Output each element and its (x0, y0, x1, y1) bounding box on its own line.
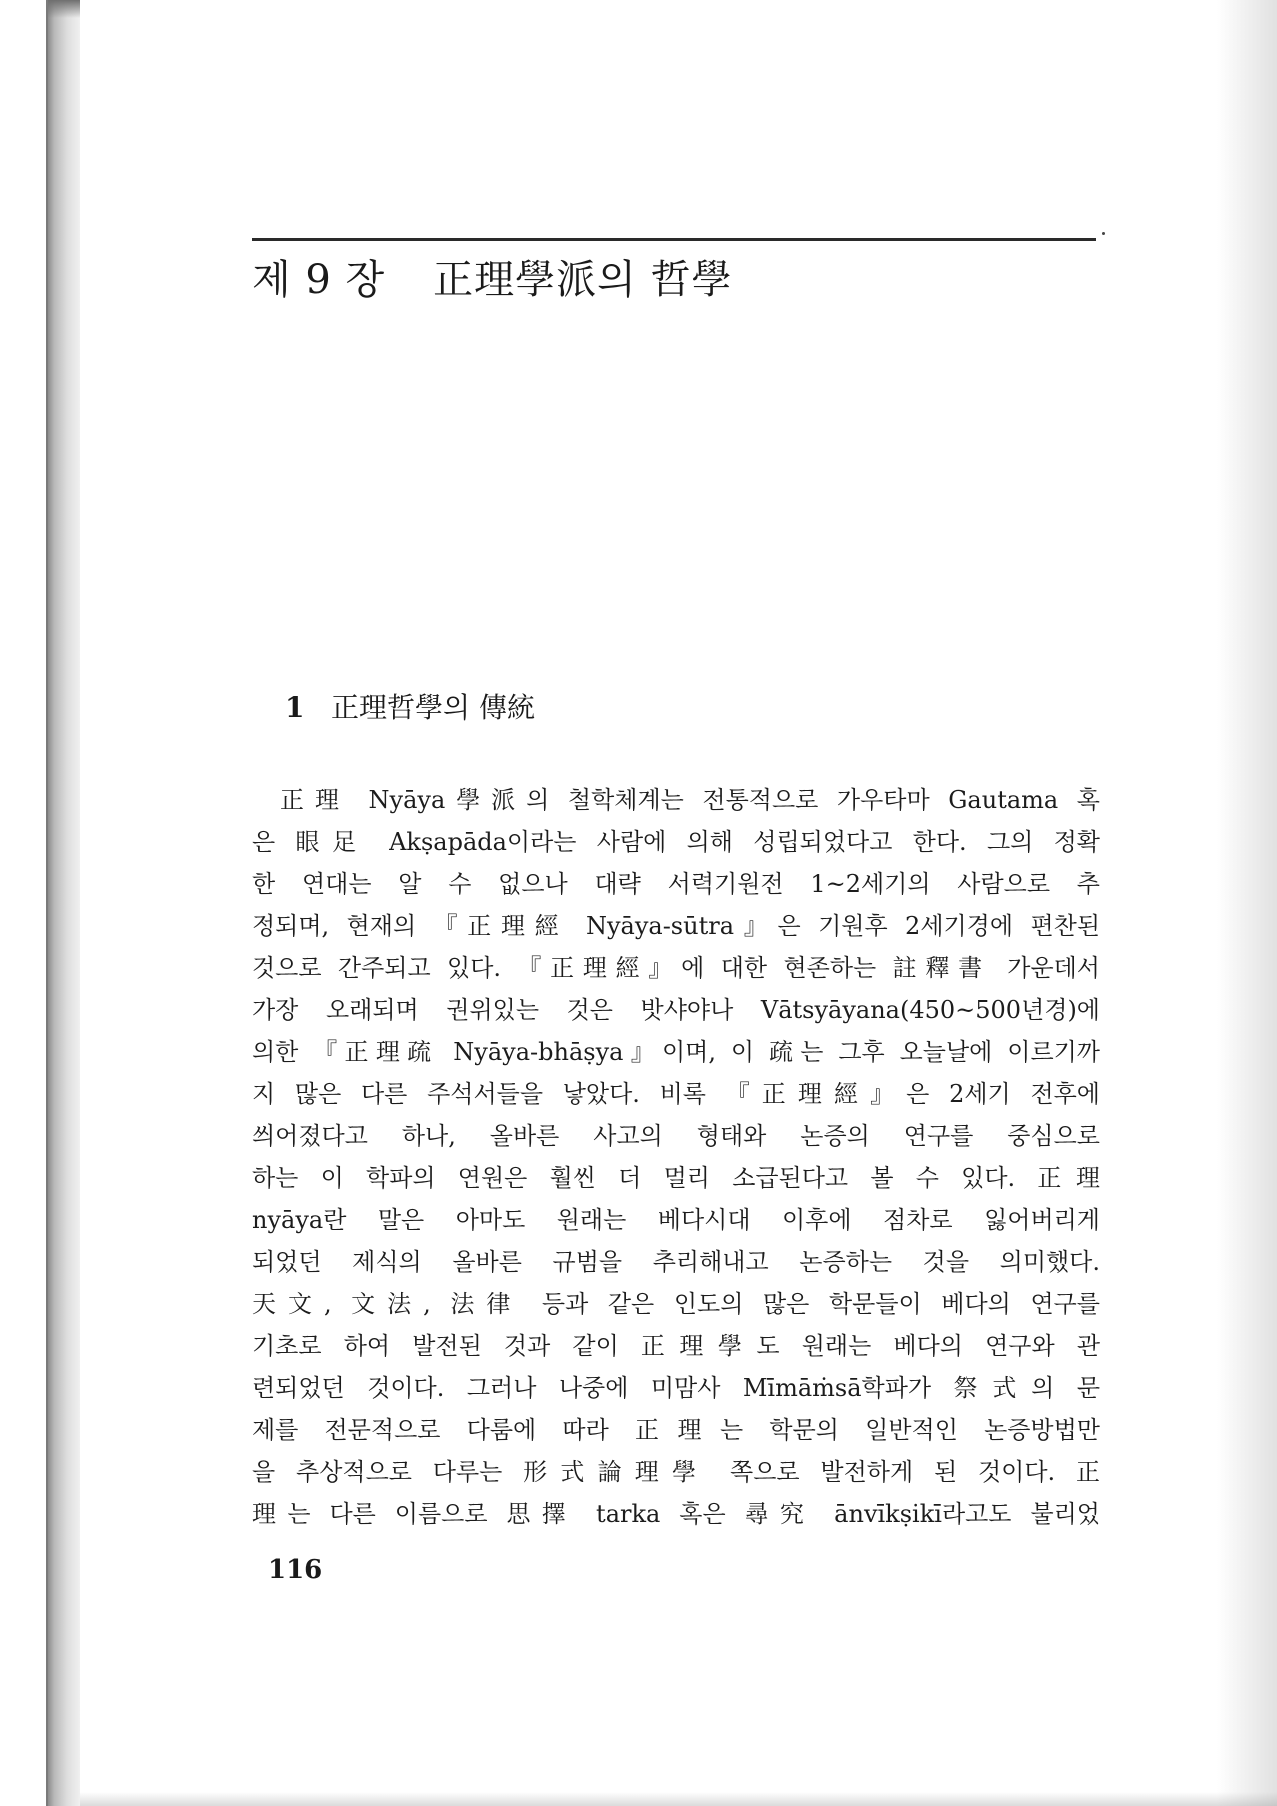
text-line: 지 많은 다른 주석서들을 낳았다. 비록 『正理經』은 2세기 전후에 (252, 1080, 1100, 1108)
text-line: 理는 다른 이름으로 思擇 tarka 혹은 尋究 ānvīkṣikī라고도 불리었 (252, 1500, 1100, 1528)
section-number: 1 (285, 691, 305, 724)
section-title: 正理哲學의 傳統 (331, 691, 535, 724)
text-line: 正理 Nyāya學派의 철학체계는 전통적으로 가우타마 Gautama 혹 (280, 786, 1100, 814)
page-number: 116 (268, 1555, 323, 1585)
chapter-title (252, 250, 733, 310)
text-line: 가장 오래되며 권위있는 것은 밧샤야나 Vātsyāyana(450~500년경)에 (252, 996, 1100, 1024)
text-line: 련되었던 것이다. 그러나 나중에 미맘사 Mīmāṁsā학파가 祭式의 문 (252, 1374, 1100, 1402)
page-edge-shadow (1217, 0, 1277, 1806)
page-bottom-shadow (80, 1792, 1277, 1806)
text-line: 은 眼足 Akṣapāda이라는 사람에 의해 성립되었다고 한다. 그의 정확 (252, 828, 1100, 856)
book-spine (46, 0, 80, 1806)
text-line: 되었던 제식의 올바른 규범을 추리해내고 논증하는 것을 의미했다. (252, 1248, 1100, 1276)
text-line: 씌어졌다고 하나, 올바른 사고의 형태와 논증의 연구를 중심으로 (252, 1122, 1100, 1150)
section-heading (285, 686, 535, 730)
text-line: 하는 이 학파의 연원은 훨씬 더 멀리 소급된다고 볼 수 있다. 正理 (252, 1164, 1100, 1192)
text-line: 을 추상적으로 다루는 形式論理學 쪽으로 발전하게 된 것이다. 正 (252, 1458, 1100, 1486)
chapter-number: 제 9 장 (252, 257, 386, 303)
text-line: nyāya란 말은 아마도 원래는 베다시대 이후에 점차로 잃어버리게 (252, 1206, 1100, 1234)
print-speck (1102, 232, 1105, 235)
text-line: 제를 전문적으로 다룸에 따라 正理는 학문의 일반적인 논증방법만 (252, 1416, 1100, 1444)
text-line: 기초로 하여 발전된 것과 같이 正理學도 원래는 베다의 연구와 관 (252, 1332, 1100, 1360)
text-line: 것으로 간주되고 있다. 『正理經』에 대한 현존하는 註釋書 가운데서 (252, 954, 1100, 982)
text-line: 의한 『正理疏 Nyāya-bhāṣya』이며, 이 疏는 그후 오늘날에 이르기까 (252, 1038, 1100, 1066)
text-line: 한 연대는 알 수 없으나 대략 서력기원전 1~2세기의 사람으로 추 (252, 870, 1100, 898)
spine-shadow (48, 0, 82, 18)
chapter-rule (252, 238, 1096, 241)
text-line: 天文, 文法, 法律 등과 같은 인도의 많은 학문들이 베다의 연구를 (252, 1290, 1100, 1318)
chapter-title-text: 正理學派의 哲學 (433, 257, 733, 303)
body-paragraph (252, 779, 1100, 1535)
text-line: 정되며, 현재의 『正理經 Nyāya-sūtra』은 기원후 2세기경에 편찬된 (252, 912, 1100, 940)
